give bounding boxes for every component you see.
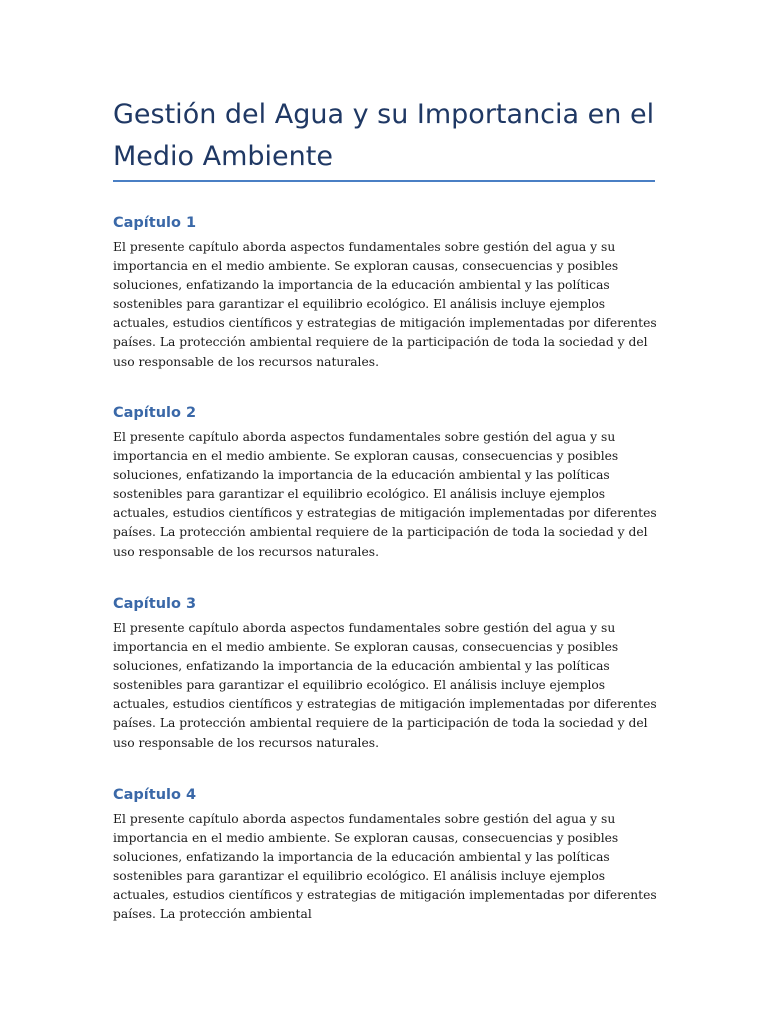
chapter-heading: Capítulo 4	[113, 787, 197, 803]
document-title: Gestión del Agua y su Importancia en el Medio Ambiente	[113, 99, 655, 172]
chapter-section-2	[113, 402, 658, 562]
chapter-paragraph: El presente capítulo aborda aspectos fundamentales sobre gestión del agua y su importancia en el medio ambiente. Se exploran causas, consecuencias y posibles soluciones, enfatizando la importancia de la educación ambiental y las políticas sostenibles para garantizar el equilibrio ecológico. El análisis incluye ejemplos actuales, estudios científicos y estrategias de mitigación implementadas por diferentes países. La protección ambiental	[113, 812, 657, 922]
chapter-paragraph: El presente capítulo aborda aspectos fundamentales sobre gestión del agua y su importancia en el medio ambiente. Se exploran causas, consecuencias y posibles soluciones, enfatizando la importancia de la educación ambiental y las políticas sostenibles para garantizar el equilibrio ecológico. El análisis incluye ejemplos actuales, estudios científicos y estrategias de mitigación implementadas por diferentes países. La protección ambiental requiere de la participación de toda la sociedad y del uso responsable de los recursos naturales.	[113, 430, 657, 559]
title-underline-divider	[113, 180, 655, 182]
chapter-section-4	[113, 784, 658, 925]
chapter-paragraph: El presente capítulo aborda aspectos fundamentales sobre gestión del agua y su importancia en el medio ambiente. Se exploran causas, consecuencias y posibles soluciones, enfatizando la importancia de la educación ambiental y las políticas sostenibles para garantizar el equilibrio ecológico. El análisis incluye ejemplos actuales, estudios científicos y estrategias de mitigación implementadas por diferentes países. La protección ambiental requiere de la participación de toda la sociedad y del uso responsable de los recursos naturales.	[113, 240, 657, 369]
chapter-section-3	[113, 593, 658, 753]
chapter-heading: Capítulo 1	[113, 215, 197, 231]
chapter-heading: Capítulo 2	[113, 405, 197, 421]
chapter-paragraph: El presente capítulo aborda aspectos fundamentales sobre gestión del agua y su importancia en el medio ambiente. Se exploran causas, consecuencias y posibles soluciones, enfatizando la importancia de la educación ambiental y las políticas sostenibles para garantizar el equilibrio ecológico. El análisis incluye ejemplos actuales, estudios científicos y estrategias de mitigación implementadas por diferentes países. La protección ambiental requiere de la participación de toda la sociedad y del uso responsable de los recursos naturales.	[113, 621, 657, 750]
chapter-heading: Capítulo 3	[113, 596, 197, 612]
chapter-section-1	[113, 212, 658, 372]
